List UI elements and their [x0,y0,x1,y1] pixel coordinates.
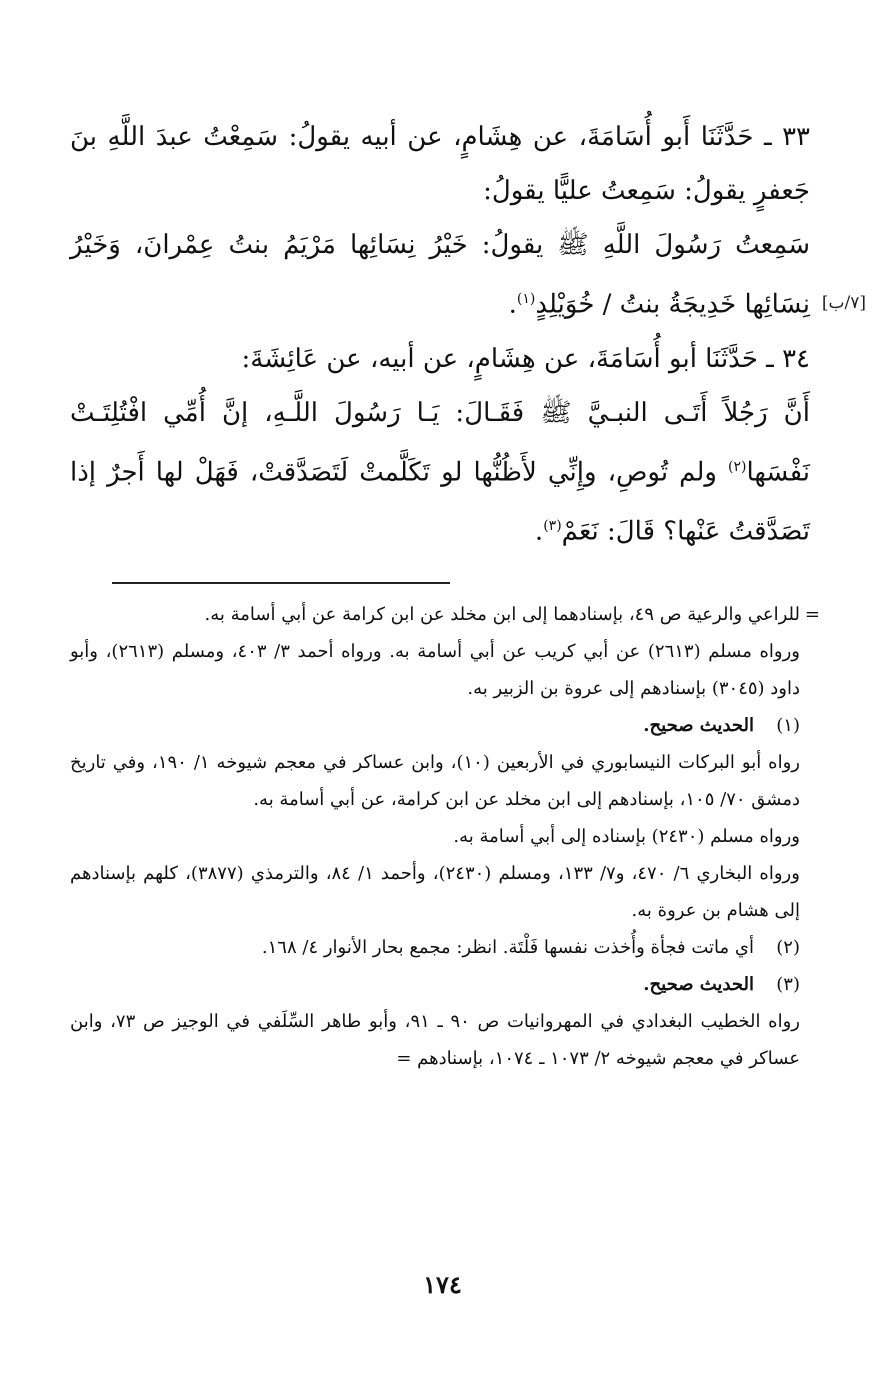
footnote-2: (٢)أي ماتت فجأة وأُخذت نفسها فَلْتَة. انظر: مجمع بحار الأنوار ٤/ ١٦٨. [70,929,800,966]
footnote-ref-2[interactable]: (٢) [728,458,747,475]
footnote-1-heading: (١)الحديث صحيح. [70,707,800,744]
hadith-33-intro: ٣٣ ـ حَدَّثَنَا أَبو أُسَامَةَ، عن هِشَامٍ، عن أبيه يقولُ: سَمِعْتُ عبدَ اللَّهِ بنَ جَعفرٍ يقولُ: سَمِعتُ عليًّا يقولُ: [70,122,810,206]
footnotes [70,596,820,1077]
page-number: ١٧٤ [423,1270,462,1299]
footnote-3-para-1: رواه الخطيب البغدادي في المهروانيات ص ٩٠ ـ ٩١، وأبو طاهر السِّلَفي في الوجيز ص ٧٣، وابن عساكر في معجم شيوخه ٢/ ١٠٧٣ ـ ١٠٧٤، بإسنادهم = [70,1011,800,1069]
footnote-1-label: (١) [776,715,800,736]
hadith-34-text: أَنَّ رَجُلاً أَتَـى النبـيَّ ﷺ فَقَـالَ: يَـا رَسُولَ اللَّـهِ، إنَّ أُمِّي افْتُلِتَـتْ نَفْسَها$^{(٢)}$ ولم تُوصِ، وإِنِّي لأَظُنُّها لو تَكَلَّمتْ لَتَصَدَّقتْ، فَهَلْ لها أَجرٌ إذا تَصَدَّقتُ عَنْها؟ قَالَ: نَعَمْ$^{(٣)}$. [70,397,810,547]
footnote-1-para-3: ورواه البخاري ٦/ ٤٧٠، و٧/ ١٣٣، ومسلم (٢٤٣٠)، وأحمد ١/ ٨٤، والترمذي (٣٨٧٧)، كلهم بإسنادهم إلى هشام بن عروة به. [70,863,800,921]
folio-marker: [٧/ب] [821,293,866,313]
footnote-3-heading: (٣)الحديث صحيح. [70,966,800,1003]
footnote-1-para-1: رواه أبو البركات النيسابوري في الأربعين (١٠)، وابن عساكر في معجم شيوخه ١/ ١٩٠، وفي تاريخ دمشق ٧٠/ ١٠٥، بإسنادهم إلى ابن مخلد عن ابن كرامة، عن أبي أسامة به. [70,752,800,810]
footnote-ref-3[interactable]: (٣) [543,518,562,535]
main-text [70,110,866,559]
footnote-3-label: (٣) [776,974,800,995]
hadith-33-text: سَمِعتُ رَسُولَ اللَّهِ ﷺ يقولُ: خَيْرُ نِسَائِها مَرْيَمُ بنتُ عِمْرانَ، وَخَيْرُ نِسَائِها خَدِيجَةُ بنتُ / خُوَيْلِدٍ$^{(١)}$. [٧/ب] [70,218,810,332]
footnote-2-label: (٢) [776,937,800,958]
hadith-34-intro: ٣٤ ـ حَدَّثَنَا أبو أُسَامَةَ، عن هِشَامٍ، عن أبيه، عن عَائِشَةَ: [241,343,810,374]
footnote-continuation-2: ورواه مسلم (٢٦١٣) عن أبي كريب عن أبي أسامة به. ورواه أحمد ٣/ ٤٠٣، ومسلم (٢٦١٣)، وأبو داود (٣٠٤٥) بإسنادهم إلى عروة بن الزبير به. [70,641,800,699]
footnote-separator [112,582,450,584]
footnote-continuation-1: للراعي والرعية ص ٤٩، بإسنادهما إلى ابن مخلد عن ابن كرامة عن أبي أسامة به. [204,604,800,625]
continuation-mark: = [804,604,820,625]
footnote-ref-1[interactable]: (١) [516,291,536,307]
footnote-1-para-2: ورواه مسلم (٢٤٣٠) بإسناده إلى أبي أسامة به. [453,826,800,847]
